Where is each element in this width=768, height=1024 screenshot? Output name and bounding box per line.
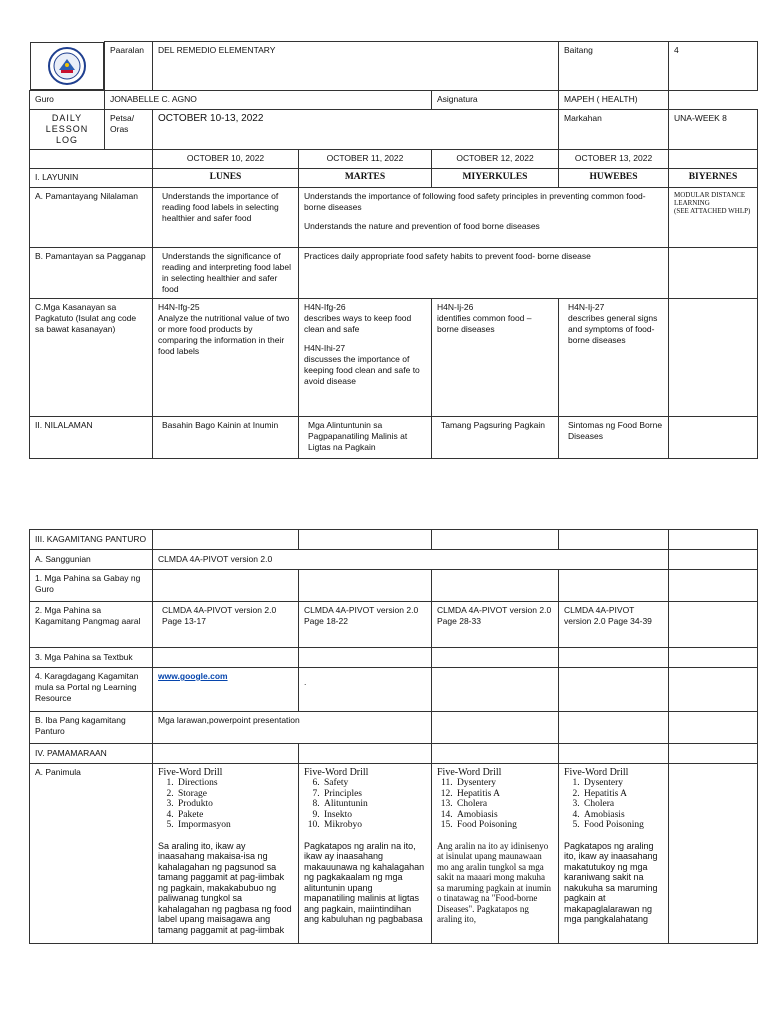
empty-cell: [669, 530, 758, 550]
markahan-value: UNA-WEEK 8: [669, 109, 758, 149]
empty-cell: [153, 648, 299, 668]
drill-word: 3. Cholera: [582, 799, 663, 810]
date-tue: OCTOBER 11, 2022: [299, 149, 432, 168]
drill-paragraph: Ang aralin na ito ay idinisenyo at isinulat upang maunawaan mo ang aralin tungkol sa mga sakit na maaari mong makuha sa maruming pagkain at inumin o tinatawag na "Food-borne Diseases". Pagkatapos ng araling ito,: [437, 840, 551, 924]
asignatura-label: Asignatura: [432, 90, 559, 109]
panimula-mon: [153, 764, 299, 944]
empty-cell: [432, 570, 559, 602]
empty-cell: [432, 530, 559, 550]
date-thu: OCTOBER 13, 2022: [559, 149, 669, 168]
drill-word: 6. Safety: [322, 778, 426, 789]
pamantayang-nilalaman-fri: [669, 187, 758, 247]
see-attached-whlp: (SEE ATTACHED WHLP): [674, 206, 751, 215]
kasanayan-mon-text: Analyze the nutritional value of two or more food products by comparing the information in their food labels: [158, 312, 290, 356]
drill-word: 9. Insekto: [322, 810, 426, 821]
kagamitan-thu: CLMDA 4A-PIVOT version 2.0 Page 34-39: [559, 602, 669, 648]
kasanayan-wed-text: identifies common food – borne diseases: [437, 312, 532, 334]
karagdagang-dot: .: [304, 677, 307, 687]
day-biyernes: BIYERNES: [669, 168, 758, 187]
drill-paragraph: Pagkatapos ng araling ito, ikaw ay inaasahang makatutukoy ng mga karaniwang sakit na nakukuha sa maruming pagkain at makapaglalarawan ng mga pangkalahatang: [564, 840, 658, 924]
pn-rest-1: Understands the importance of following food safety principles in preventing common food-borne diseases: [304, 190, 646, 212]
drill-word-list: [158, 778, 293, 831]
day-huwebes: HUWEBES: [559, 168, 669, 187]
kasanayan-wed-code: H4N-Ij-26: [437, 301, 474, 312]
kagamitang-panturo-heading: III. KAGAMITANG PANTURO: [30, 530, 153, 550]
drill-word: 1. Directions: [176, 778, 293, 789]
drill-word: 2. Hepatitis A: [582, 789, 663, 800]
empty-cell: [559, 668, 669, 712]
kasanayan-thu-code: H4N-Ij-27: [568, 301, 605, 312]
empty-cell: [153, 570, 299, 602]
drill-word: 3. Produkto: [176, 799, 293, 810]
pamantayang-nilalaman-rest: [299, 187, 669, 247]
drill-word-list: [304, 778, 426, 831]
kasanayan-tue-text: describes ways to keep food clean and safe: [304, 312, 412, 334]
empty-cell: [299, 570, 432, 602]
sanggunian-value: CLMDA 4A-PIVOT version 2.0: [153, 550, 669, 570]
kagamitan-wed: CLMDA 4A-PIVOT version 2.0 Page 28-33: [432, 602, 559, 648]
deped-seal-icon: [47, 46, 87, 86]
karagdagang-kagamitan-label: 4. Karagdagang Kagamitan mula sa Portal ng Learning Resource: [30, 668, 153, 712]
guro-value: JONABELLE C. AGNO: [105, 90, 432, 109]
kagamitan-mon: [153, 602, 299, 648]
empty-cell: [153, 744, 299, 764]
pamantayan-pagganap-fri: [669, 247, 758, 298]
nilalaman-mon: [153, 416, 299, 458]
kasanayan-label: C.Mga Kasanayan sa Pagkatuto (Isulat ang code sa bawat kasanayan): [30, 298, 153, 416]
drill-word: 14. Amobiasis: [455, 810, 553, 821]
textbuk-label: 3. Mga Pahina sa Textbuk: [30, 648, 153, 668]
empty-cell: [669, 602, 758, 648]
day-miyerkules: MIYERKULES: [432, 168, 559, 187]
kasanayan-mon-code: H4N-Ifg-25: [158, 301, 200, 312]
karagdagang-mon: [153, 668, 299, 712]
gabay-guro-label: 1. Mga Pahina sa Gabay ng Guro: [30, 570, 153, 602]
drill-word: 8. Alituntunin: [322, 799, 426, 810]
baitang-value: 4: [669, 42, 758, 91]
empty-cell: [432, 648, 559, 668]
panimula-wed: [432, 764, 559, 944]
date-wed: OCTOBER 12, 2022: [432, 149, 559, 168]
kagamitan-mon-text: CLMDA 4A-PIVOT version 2.0 Page 13-17: [162, 605, 277, 626]
empty-cell: [669, 570, 758, 602]
modular-distance-learning: MODULAR DISTANCE LEARNING: [674, 190, 746, 207]
empty-cell: [559, 530, 669, 550]
nilalaman-fri: [669, 416, 758, 458]
date-mon: OCTOBER 10, 2022: [153, 149, 299, 168]
kasanayan-fri: [669, 298, 758, 416]
drill-title: Five-Word Drill: [564, 767, 629, 778]
empty-cell: [669, 764, 758, 944]
drill-word: 4. Pakete: [176, 810, 293, 821]
kagamitan-tue: CLMDA 4A-PIVOT version 2.0 Page 18-22: [299, 602, 432, 648]
kasanayan-thu-text: describes general signs and symptoms of food-borne diseases: [568, 312, 658, 345]
nilalaman-mon-text: Basahin Bago Kainin at Inumin: [162, 419, 279, 430]
pamamaraan-heading: IV. PAMAMARAAN: [30, 744, 153, 764]
day-lunes: LUNES: [153, 168, 299, 187]
iba-pang-kagamitan-label: B. Iba Pang kagamitang Panturo: [30, 712, 153, 744]
lesson-log-table-bottom: [29, 529, 758, 944]
empty-cell: [299, 530, 432, 550]
drill-word: 15. Food Poisoning: [455, 820, 553, 831]
empty-cell: [432, 744, 559, 764]
drill-word: 11. Dysentery: [455, 778, 553, 789]
drill-word: 13. Cholera: [455, 799, 553, 810]
pn-mon-text: Understands the importance of reading food labels in selecting healthier and safer food: [162, 190, 279, 223]
empty-cell: [559, 712, 669, 744]
kasanayan-wed: [432, 298, 559, 416]
kagamitang-pangmag-aaral-label: 2. Mga Pahina sa Kagamitang Pangmag aaral: [30, 602, 153, 648]
nilalaman-wed-text: Tamang Pagsuring Pagkain: [441, 419, 545, 430]
drill-word-list: [437, 778, 553, 831]
kasanayan-tue-code2: H4N-Ihi-27: [304, 342, 346, 353]
date-fri: [669, 149, 758, 168]
empty-cell: [559, 744, 669, 764]
kasanayan-mon: [153, 298, 299, 416]
empty-cell: [432, 668, 559, 712]
nilalaman-thu: [559, 416, 669, 458]
deped-seal-cell: [30, 42, 105, 90]
drill-paragraph: Sa araling ito, ikaw ay inaasahang makaisa-isa ng kahalagahan ng pagsunod sa tamang paggamit at pag-iimbak ng pagkain, makakabubuo ng paliwanag tungkol sa kahalagahan ng pagbasa ng food label upang maisagawa ang tamang paggamit at pag-iimbak: [158, 840, 292, 935]
drill-title: Five-Word Drill: [158, 767, 223, 778]
pn-rest-2: Understands the nature and prevention of food borne diseases: [304, 220, 540, 231]
empty-cell: [669, 550, 758, 570]
empty-cell: [559, 648, 669, 668]
empty-cell: [669, 744, 758, 764]
iba-pang-kagamitan-value: Mga larawan,powerpoint presentation: [153, 712, 432, 744]
kasanayan-tue: [299, 298, 432, 416]
drill-word: 2. Storage: [176, 789, 293, 800]
drill-word: 4. Amobiasis: [582, 810, 663, 821]
drill-word: 5. Food Poisoning: [582, 820, 663, 831]
kasanayan-tue-text2: discusses the importance of keeping food clean and safe to avoid disease: [304, 353, 420, 386]
karagdagang-tue: [299, 668, 432, 712]
blank-date-cell: [30, 149, 153, 168]
empty-cell: [153, 530, 299, 550]
markahan-label: Markahan: [559, 109, 669, 149]
drill-word: 10. Mikrobyo: [322, 820, 426, 831]
nilalaman-tue: [299, 416, 432, 458]
drill-paragraph: Pagkatapos ng aralin na ito, ikaw ay inaasahang makauunawa ng kahalagahan ng pagkakaalam ng mga alituntunin upang mapanatiling malinis at ligtas ang pagkain, maiintindihan ang kabuluhan ng pagbabasa: [304, 840, 425, 924]
nilalaman-wed: [432, 416, 559, 458]
layunin-heading: I. LAYUNIN: [30, 168, 153, 187]
pamantayang-nilalaman-mon: [153, 187, 299, 247]
panimula-tue: [299, 764, 432, 944]
drill-word-list: [564, 778, 663, 831]
daily-lesson-log-title: DAILY LESSON LOG: [30, 109, 105, 149]
panimula-label: A. Panimula: [30, 764, 153, 944]
empty-cell: [669, 668, 758, 712]
empty-cell: [299, 648, 432, 668]
empty-cell: [432, 712, 559, 744]
paaralan-label: Paaralan: [105, 42, 153, 91]
pamantayan-pagganap-label: B. Pamantayan sa Pagganap: [30, 247, 153, 298]
nilalaman-tue-text: Mga Alintuntunin sa Pagpapanatiling Malinis at Ligtas na Pagkain: [308, 419, 408, 452]
empty-cell: [299, 744, 432, 764]
drill-word: 7. Principles: [322, 789, 426, 800]
drill-word: 5. Impormasyon: [176, 820, 293, 831]
kasanayan-tue-code: H4N-Ifg-26: [304, 301, 346, 312]
empty-cell: [669, 648, 758, 668]
google-link[interactable]: www.google.com: [158, 671, 228, 681]
pp-mon-text: Understands the significance of reading and interpreting food label in selecting healthier and safer food: [162, 250, 292, 294]
pamantayan-pagganap-mon: [153, 247, 299, 298]
panimula-thu: [559, 764, 669, 944]
pamantayan-pagganap-rest: Practices daily appropriate food safety habits to prevent food- borne disease: [299, 247, 669, 298]
paaralan-value: DEL REMEDIO ELEMENTARY: [153, 42, 559, 91]
empty-cell: [559, 570, 669, 602]
baitang-label: Baitang: [559, 42, 669, 91]
drill-title: Five-Word Drill: [437, 767, 502, 778]
nilalaman-label: II. NILALAMAN: [30, 416, 153, 458]
pamantayang-nilalaman-label: A. Pamantayang Nilalaman: [30, 187, 153, 247]
asignatura-value: MAPEH ( HEALTH): [559, 90, 669, 109]
day-martes: MARTES: [299, 168, 432, 187]
drill-title: Five-Word Drill: [304, 767, 369, 778]
kasanayan-thu: [559, 298, 669, 416]
drill-word: 12. Hepatitis A: [455, 789, 553, 800]
guro-label: Guro: [30, 90, 105, 109]
sanggunian-label: A. Sanggunian: [30, 550, 153, 570]
drill-word: 1. Dysentery: [582, 778, 663, 789]
petsa-label: Petsa/ Oras: [105, 109, 153, 149]
lesson-log-table-top: [29, 41, 758, 459]
nilalaman-thu-text: Sintomas ng Food Borne Diseases: [568, 419, 663, 441]
petsa-value: OCTOBER 10-13, 2022: [153, 109, 559, 149]
empty-cell: [669, 712, 758, 744]
